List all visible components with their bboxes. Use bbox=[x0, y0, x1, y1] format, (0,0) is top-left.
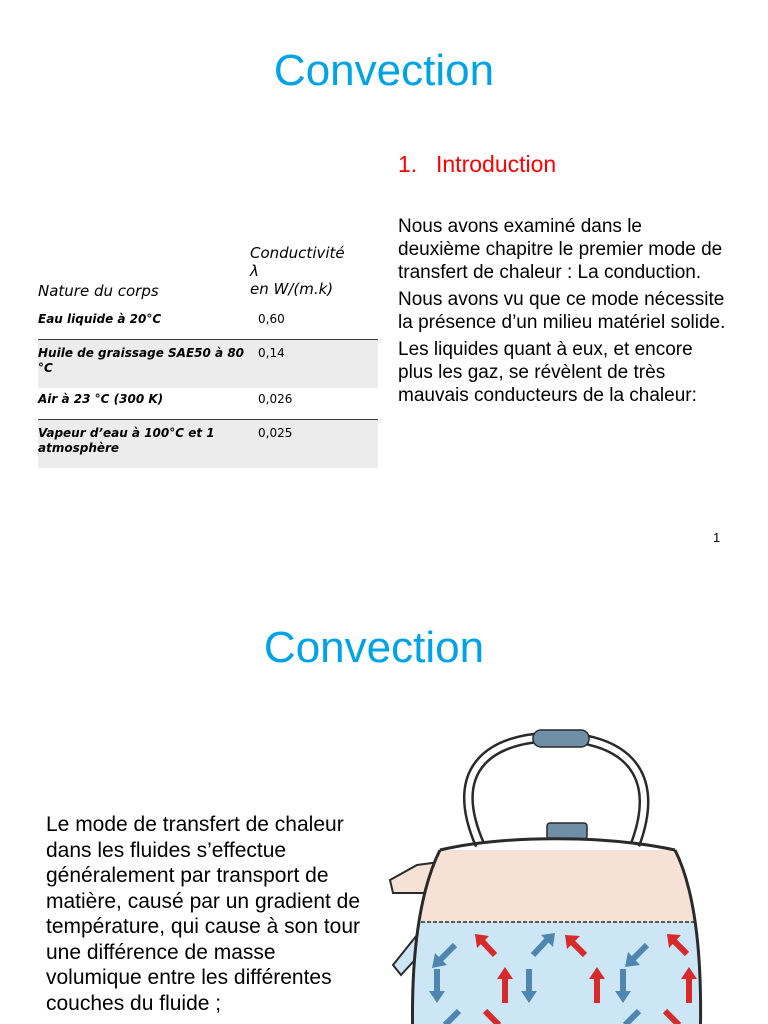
paragraph: Les liquides quant à eux, et encore plus les gaz, se révèlent de très mauvais conducteurs de la chaleur: bbox=[398, 339, 697, 406]
table-header bbox=[38, 244, 378, 308]
table-row bbox=[38, 339, 378, 388]
lid-knob bbox=[547, 823, 587, 839]
section-label: Introduction bbox=[436, 151, 557, 177]
row-name: Air à 23 °C (300 K) bbox=[38, 392, 164, 406]
paragraph: Nous avons vu que ce mode nécessite la présence d’un milieu matériel solide. bbox=[398, 289, 726, 333]
slide-title: Convection bbox=[263, 623, 485, 672]
paragraph: Nous avons examiné dans le deuxième chapitre le premier mode de transfert de chaleur : La conduction. bbox=[398, 216, 723, 283]
section-number: 1. bbox=[398, 151, 418, 177]
row-name: Huile de graissage SAE50 à 80 °C bbox=[38, 346, 245, 375]
page-number: 1 bbox=[713, 530, 721, 545]
header-conductivity bbox=[250, 244, 345, 298]
header-unit: en W/(m.k) bbox=[250, 280, 334, 298]
paragraph: Le mode de transfert de chaleur dans les fluides s’effectue généralement par transport de matière, causé par un gradient de température, qui cause à son tour une différence de masse volumique entre les différentes couches du fluide ; bbox=[46, 813, 361, 1015]
header-lambda: λ bbox=[250, 262, 259, 280]
section-heading bbox=[398, 151, 556, 178]
row-value: 0,025 bbox=[258, 426, 293, 440]
conductivity-table bbox=[38, 244, 378, 468]
slide-title: Convection bbox=[273, 46, 495, 95]
header-nature: Nature du corps bbox=[38, 282, 159, 300]
table-row bbox=[38, 419, 378, 468]
row-name: Eau liquide à 20°C bbox=[38, 312, 162, 326]
row-value: 0,026 bbox=[258, 392, 293, 406]
table-row bbox=[38, 308, 378, 339]
kettle-convection-image bbox=[385, 725, 725, 1024]
handle-grip bbox=[533, 730, 589, 747]
table-row bbox=[38, 388, 378, 419]
row-value: 0,60 bbox=[258, 312, 285, 326]
slide-2 bbox=[0, 575, 768, 1024]
row-name: Vapeur d’eau à 100°C et 1 atmosphère bbox=[38, 426, 215, 455]
row-value: 0,14 bbox=[258, 346, 285, 360]
intro-text bbox=[398, 215, 728, 411]
header-conductivity-label: Conductivité bbox=[250, 244, 345, 262]
